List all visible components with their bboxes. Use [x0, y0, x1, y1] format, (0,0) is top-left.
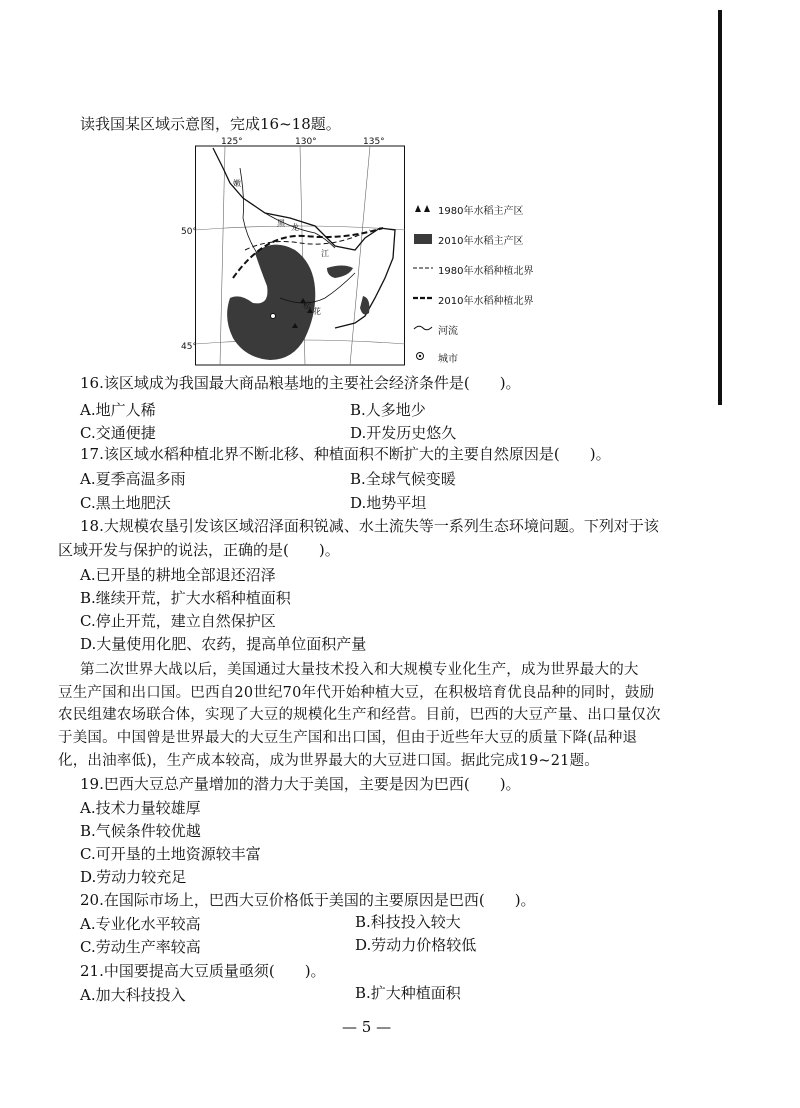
q19-option-a: A.技术力量较雄厚 [80, 799, 201, 817]
q21-option-b: B.扩大种植面积 [355, 984, 461, 1002]
q18-option-d: D.大量使用化肥、农药，提高单位面积产量 [80, 635, 367, 653]
q16-option-d: D.开发历史悠久 [350, 424, 457, 442]
passage-line-1: 第二次世界大战以后，美国通过大量技术投入和大规模专业化生产，成为世界最大的大 [80, 662, 639, 678]
page-edge-bar [718, 10, 722, 405]
passage-line-2: 豆生产国和出口国。巴西自20世纪70年代开始种植大豆，在积极培育优良品种的同时，鼓励 [58, 685, 655, 701]
q19-stem: 19.巴西大豆总产量增加的潜力大于美国，主要是因为巴西( )。 [80, 775, 521, 793]
q20-option-d: D.劳动力价格较低 [355, 936, 477, 954]
page-number: — 5 — [342, 1018, 392, 1036]
legend-row-1980-boundary: 1980年水稻种植北界 [412, 263, 434, 276]
q18-option-c: C.停止开荒，建立自然保护区 [80, 612, 276, 630]
intro-text: 读我国某区域示意图，完成16~18题。 [80, 115, 341, 133]
triangle-icon [412, 203, 434, 213]
passage-line-4: 于美国。中国曾是世界最大的大豆生产国和出口国，但由于近些年大豆的质量下降(品种退 [58, 730, 638, 746]
legend-row-1980-area: 1980年水稻主产区 [412, 203, 434, 216]
passage-line-3: 农民组建农场联合体，实现了大豆的规模化生产和经营。目前，巴西的大豆产量、出口量仅次 [58, 707, 661, 723]
legend-row-2010-area: 2010年水稻主产区 [412, 233, 434, 248]
bold-dashed-line-icon [412, 293, 434, 303]
lat-45: 45° [181, 342, 197, 352]
q21-option-a: A.加大科技投入 [80, 986, 186, 1004]
map-legend [412, 195, 562, 365]
q20-option-c: C.劳动生产率较高 [80, 938, 201, 956]
city-dot-icon [412, 351, 434, 361]
q19-option-c: C.可开垦的土地资源较丰富 [80, 845, 261, 863]
legend-row-city: 城市 [412, 351, 434, 364]
q17-option-d: D.地势平坦 [350, 494, 427, 512]
river-label-hua: 花 [313, 307, 321, 316]
q17-stem: 17.该区域水稻种植北界不断北移、种植面积不断扩大的主要自然原因是( )。 [80, 445, 611, 463]
passage-line-5: 化，出油率低)，生产成本较高，成为世界最大的大豆进口国。据此完成19~21题。 [58, 753, 600, 769]
river-label-long: 龙 [291, 223, 299, 232]
lon-135: 135° [363, 137, 385, 147]
dark-fill-icon [412, 233, 434, 245]
q18-option-a: A.已开垦的耕地全部退还沼泽 [80, 566, 276, 584]
river-line-icon [412, 323, 434, 333]
q18-option-b: B.继续开荒，扩大水稻种植面积 [80, 589, 291, 607]
q18-stem-line2: 区域开发与保护的说法，正确的是( )。 [58, 541, 340, 559]
q17-option-c: C.黑土地肥沃 [80, 494, 171, 512]
river-label-jiang: 江 [321, 249, 329, 258]
legend-row-river: 河流 [412, 323, 434, 336]
q20-option-b: B.科技投入较大 [355, 913, 461, 931]
river-label-song: 松 [303, 301, 311, 310]
q19-option-d: D.劳动力较充足 [80, 868, 187, 886]
river-label-hei: 黑 [277, 219, 285, 228]
q21-stem: 21.中国要提高大豆质量亟须( )。 [80, 962, 326, 980]
q17-option-a: A.夏季高温多雨 [80, 470, 186, 488]
legend-row-2010-boundary: 2010年水稻种植北界 [412, 293, 434, 306]
lat-50: 50° [181, 227, 197, 237]
q18-stem-line1: 18.大规模农垦引发该区域沼泽面积锐减、水土流失等一系列生态环境问题。下列对于该 [80, 517, 659, 535]
q20-stem: 20.在国际市场上，巴西大豆价格低于美国的主要原因是巴西( )。 [80, 891, 536, 909]
q16-option-b: B.人多地少 [350, 401, 426, 419]
q19-option-b: B.气候条件较优越 [80, 822, 201, 840]
dashed-line-icon [412, 263, 434, 273]
q17-option-b: B.全球气候变暖 [350, 470, 456, 488]
q16-option-a: A.地广人稀 [80, 401, 156, 419]
lon-125: 125° [221, 137, 243, 147]
river-label-nen: 嫩 [233, 179, 241, 188]
region-map [181, 137, 405, 366]
q16-stem: 16.该区域成为我国最大商品粮基地的主要社会经济条件是( )。 [80, 374, 521, 392]
lon-130: 130° [295, 137, 317, 147]
q20-option-a: A.专业化水平较高 [80, 915, 201, 933]
q16-option-c: C.交通便捷 [80, 424, 156, 442]
city-dot [271, 314, 276, 319]
